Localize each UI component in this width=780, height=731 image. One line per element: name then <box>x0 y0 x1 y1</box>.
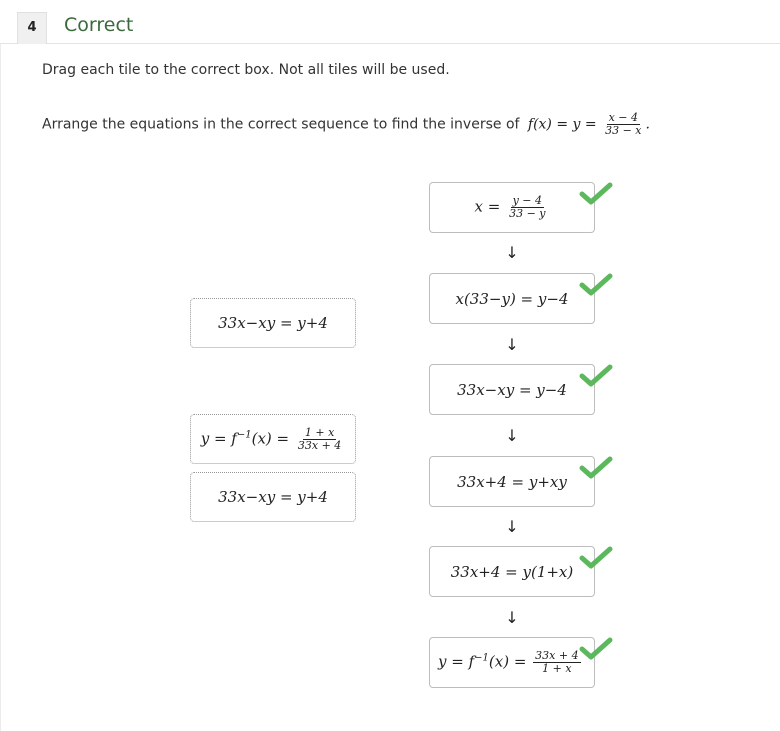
check-icon <box>579 637 613 661</box>
pool-tile[interactable] <box>190 298 356 348</box>
answer-box[interactable] <box>429 364 595 415</box>
function-expression <box>528 112 650 137</box>
function-period: . <box>645 116 650 133</box>
sequence-arrow: ↓ <box>505 335 519 354</box>
check-icon <box>579 546 613 570</box>
check-icon <box>579 456 613 480</box>
tile-equation: 33x−xy = y+4 <box>218 314 328 332</box>
eq-denominator: 33x + 4 <box>297 438 342 452</box>
eq-fraction <box>507 195 547 220</box>
question-header <box>0 0 780 44</box>
sequence-arrow: ↓ <box>505 243 519 262</box>
sequence-arrow: ↓ <box>505 608 519 627</box>
tile-equation: 33x+4 = y+xy <box>457 472 567 491</box>
eq-fraction <box>296 427 343 452</box>
sequence-arrow: ↓ <box>505 426 519 445</box>
eq-lhs: y = f <box>200 429 237 447</box>
pool-tile[interactable] <box>190 472 356 522</box>
tile-equation: x(33−y) = y−4 <box>455 289 569 308</box>
pool-tile[interactable] <box>190 414 356 464</box>
question-number: 4 <box>17 12 47 44</box>
eq-numerator: y − 4 <box>512 194 542 207</box>
check-icon <box>579 273 613 297</box>
tile-equation <box>475 195 550 220</box>
function-lhs: f(x) = y = <box>527 116 597 133</box>
prompt-text <box>42 112 650 137</box>
tile-equation: 33x−xy = y−4 <box>457 380 567 399</box>
answer-box[interactable] <box>429 182 595 233</box>
left-rule <box>0 44 1 731</box>
eq-mid: (x) = <box>251 429 290 447</box>
answer-box[interactable] <box>429 456 595 507</box>
answer-box[interactable] <box>429 546 595 597</box>
sequence-arrow: ↓ <box>505 517 519 536</box>
question-status: Correct <box>64 14 134 36</box>
eq-sup: −1 <box>236 429 252 440</box>
eq-lhs: y = f <box>438 652 475 671</box>
function-denominator: 33 − x <box>605 124 642 137</box>
eq-numerator: 33x + 4 <box>535 649 579 662</box>
check-icon <box>579 182 613 206</box>
answer-box[interactable] <box>429 273 595 324</box>
tile-equation <box>438 650 583 675</box>
eq-sup: −1 <box>474 652 489 664</box>
function-numerator: x − 4 <box>608 111 638 124</box>
eq-fraction <box>533 650 580 675</box>
eq-lhs: x = <box>474 197 501 216</box>
function-fraction <box>603 112 643 137</box>
answer-box[interactable] <box>429 637 595 688</box>
prompt-label: Arrange the equations in the correct sequence to find the inverse of <box>42 116 520 133</box>
tile-equation <box>201 427 346 452</box>
check-icon <box>579 364 613 388</box>
tile-equation: 33x+4 = y(1+x) <box>450 562 574 581</box>
instruction-text: Drag each tile to the correct box. Not all tiles will be used. <box>42 62 450 78</box>
eq-mid: (x) = <box>488 652 527 671</box>
eq-numerator: 1 + x <box>304 425 335 439</box>
tile-equation: 33x−xy = y+4 <box>218 488 328 506</box>
eq-denominator: 1 + x <box>542 662 572 675</box>
eq-denominator: 33 − y <box>509 207 546 220</box>
